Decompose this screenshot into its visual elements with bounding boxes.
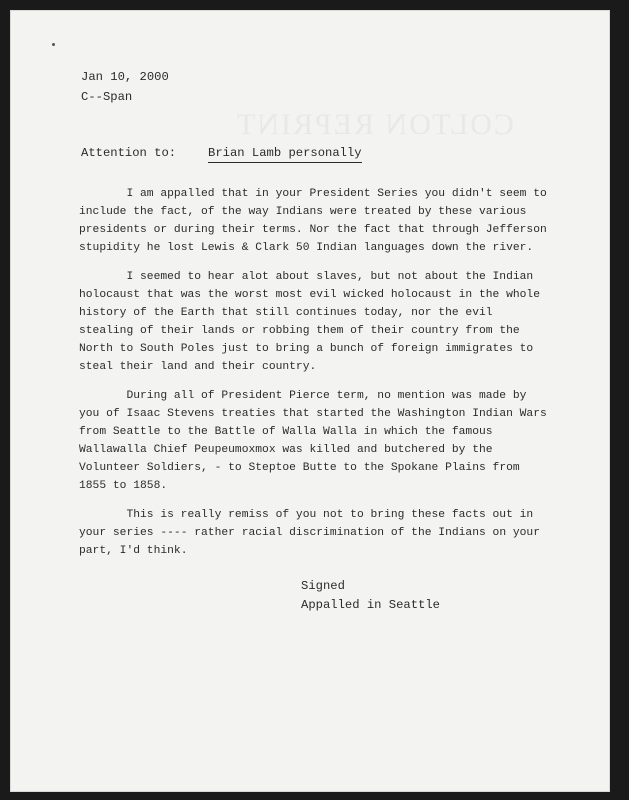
attention-recipient: Brian Lamb personally [208, 146, 362, 163]
bleed-through-text: COLTON REPRINT [235, 108, 514, 141]
body-paragraph-1: I am appalled that in your President Series you didn't seem to include the fact, of the way Indians were treated by these various presidents or during their terms. Nor the fact that through Jefferson stupidity he lost Lewis & Clark 50 Indian languages down the river. [79, 188, 547, 254]
attention-label: Attention to: [81, 146, 177, 160]
paper-speck [52, 43, 55, 46]
letter-body [79, 185, 549, 571]
signature-signed: Signed [301, 579, 345, 593]
body-paragraph-3: During all of President Pierce term, no mention was made by you of Isaac Stevens treaties that started the Washington Indian Wars from Seattle to the Battle of Walla Walla in which the famous Wallawalla Chief Peupeumoxmox was killed and butchered by the Volunteer Soldiers, - to Steptoe Butte to the Spokane Plains from 1855 to 1858. [79, 390, 547, 492]
body-paragraph-4: This is really remiss of you not to bring these facts out in your series ---- rather racial discrimination of the Indians on your part, I'd think. [79, 509, 540, 557]
body-paragraph-2: I seemed to hear alot about slaves, but not about the Indian holocaust that was the worst most evil wicked holocaust in the whole history of the Earth that still continues today, nor the evil stealing of their lands or robbing them of their country from the North to South Poles just to bring a bunch of foreign immigrates to steal their land and their country. [79, 271, 540, 373]
signature-name: Appalled in Seattle [301, 598, 440, 612]
letter-date: Jan 10, 2000 [81, 70, 169, 84]
letter-page [10, 10, 610, 792]
recipient-organization: C--Span [81, 90, 133, 104]
